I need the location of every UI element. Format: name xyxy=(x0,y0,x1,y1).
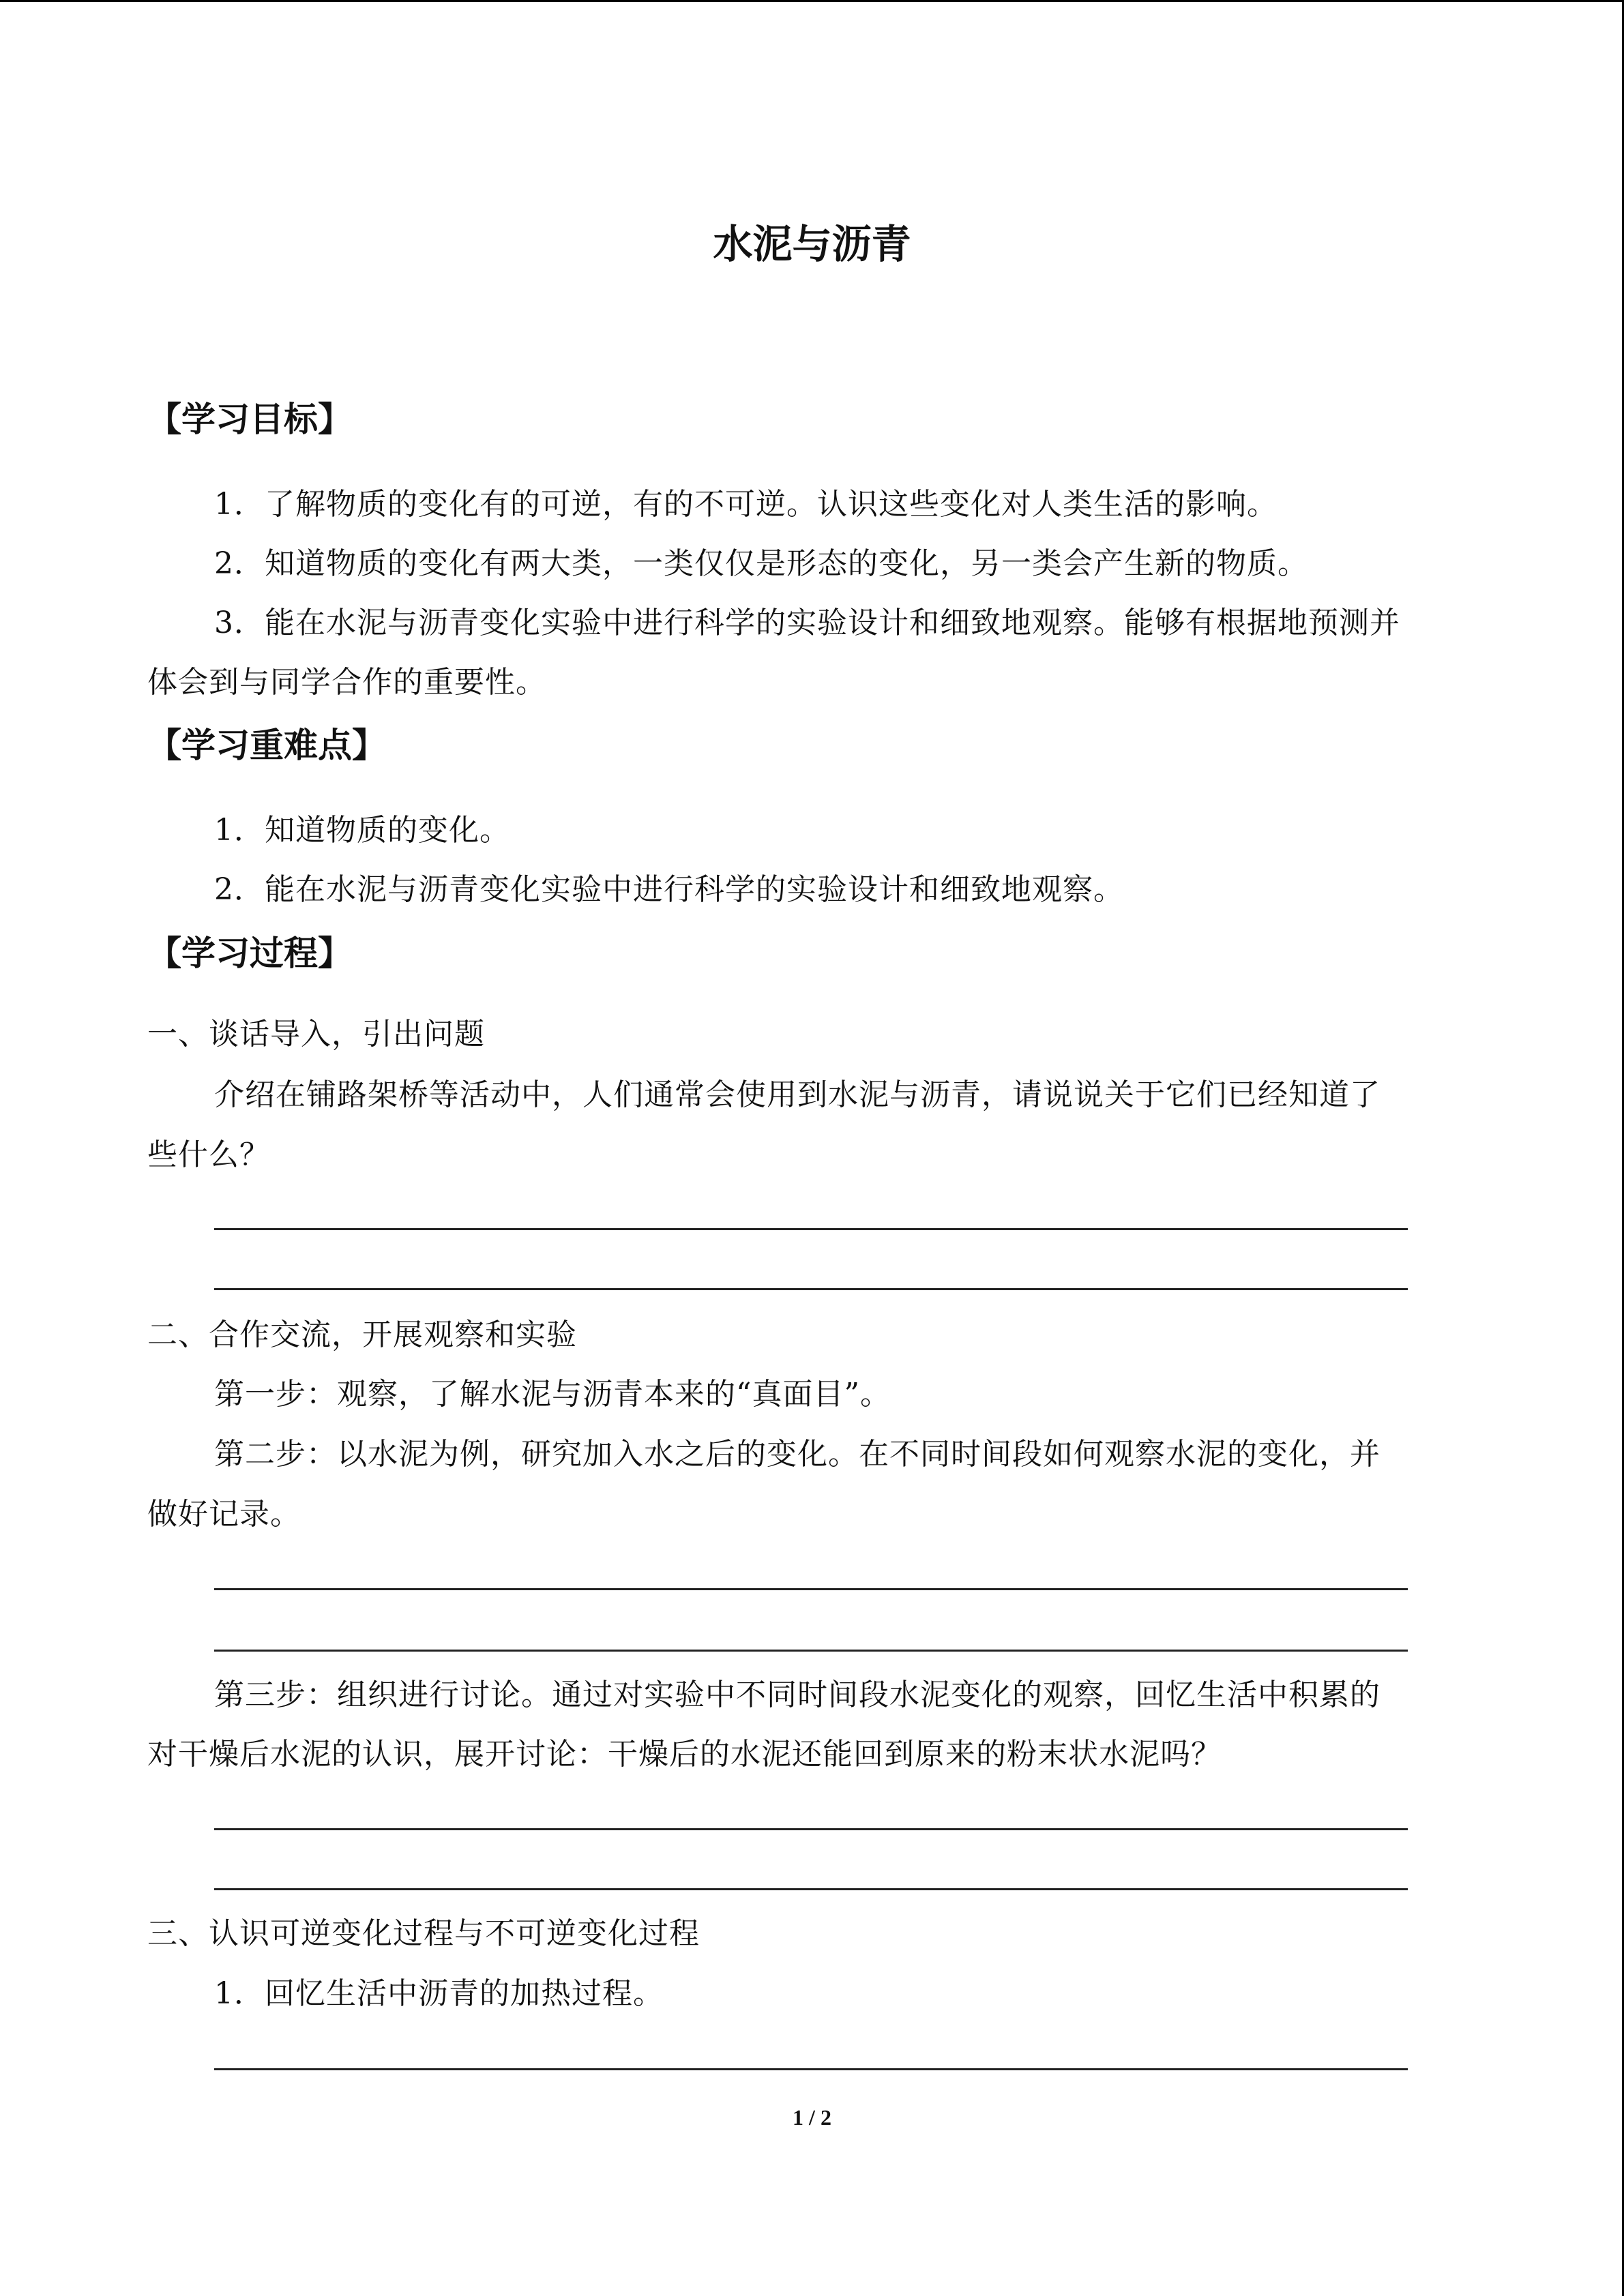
page-title: 水泥与沥青 xyxy=(713,221,911,267)
goal-item-2: 2．知道物质的变化有两大类，一类仅仅是形态的变化，另一类会产生新的物质。 xyxy=(214,546,1308,581)
answer-line[interactable] xyxy=(214,2068,1408,2070)
answer-line[interactable] xyxy=(214,1888,1408,1890)
key-points-heading: 【学习重难点】 xyxy=(147,726,386,765)
section1-title: 一、谈话导入，引出问题 xyxy=(147,1017,485,1052)
section2-step3-line1: 第三步：组织进行讨论。通过对实验中不同时间段水泥变化的观察，回忆生活中积累的 xyxy=(214,1678,1381,1712)
key-point-item-1: 1．知道物质的变化。 xyxy=(214,813,510,848)
answer-line[interactable] xyxy=(214,1828,1408,1830)
section1-para-line2: 些什么？ xyxy=(147,1137,270,1172)
goal-item-3-line1: 3．能在水泥与沥青变化实验中进行科学的实验设计和细致地观察。能够有根据地预测并 xyxy=(214,606,1400,640)
key-point-item-2: 2．能在水泥与沥青变化实验中进行科学的实验设计和细致地观察。 xyxy=(214,872,1124,907)
answer-line[interactable] xyxy=(214,1288,1408,1290)
goal-item-1: 1．了解物质的变化有的可逆，有的不可逆。认识这些变化对人类生活的影响。 xyxy=(214,487,1278,522)
section2-step3-line2: 对干燥后水泥的认识，展开讨论：干燥后的水泥还能回到原来的粉末状水泥吗？ xyxy=(147,1737,1222,1772)
section2-step2-line2: 做好记录。 xyxy=(147,1497,301,1532)
section3-item-1: 1．回忆生活中沥青的加热过程。 xyxy=(214,1976,664,2011)
page-number: 1 / 2 xyxy=(793,2105,831,2130)
section1-para-line1: 介绍在铺路架桥等活动中，人们通常会使用到水泥与沥青，请说说关于它们已经知道了 xyxy=(214,1077,1381,1112)
process-heading: 【学习过程】 xyxy=(147,934,352,973)
answer-line[interactable] xyxy=(214,1650,1408,1652)
goal-item-3-line2: 体会到与同学合作的重要性。 xyxy=(147,665,546,700)
section2-step2-line1: 第二步：以水泥为例，研究加入水之后的变化。在不同时间段如何观察水泥的变化，并 xyxy=(214,1437,1381,1472)
section3-title: 三、认识可逆变化过程与不可逆变化过程 xyxy=(147,1916,700,1951)
section2-step1: 第一步：观察，了解水泥与沥青本来的“真面目”。 xyxy=(214,1377,891,1412)
answer-line[interactable] xyxy=(214,1228,1408,1230)
answer-line[interactable] xyxy=(214,1588,1408,1590)
section2-title: 二、合作交流，开展观察和实验 xyxy=(147,1317,577,1352)
goals-heading: 【学习目标】 xyxy=(147,400,352,439)
